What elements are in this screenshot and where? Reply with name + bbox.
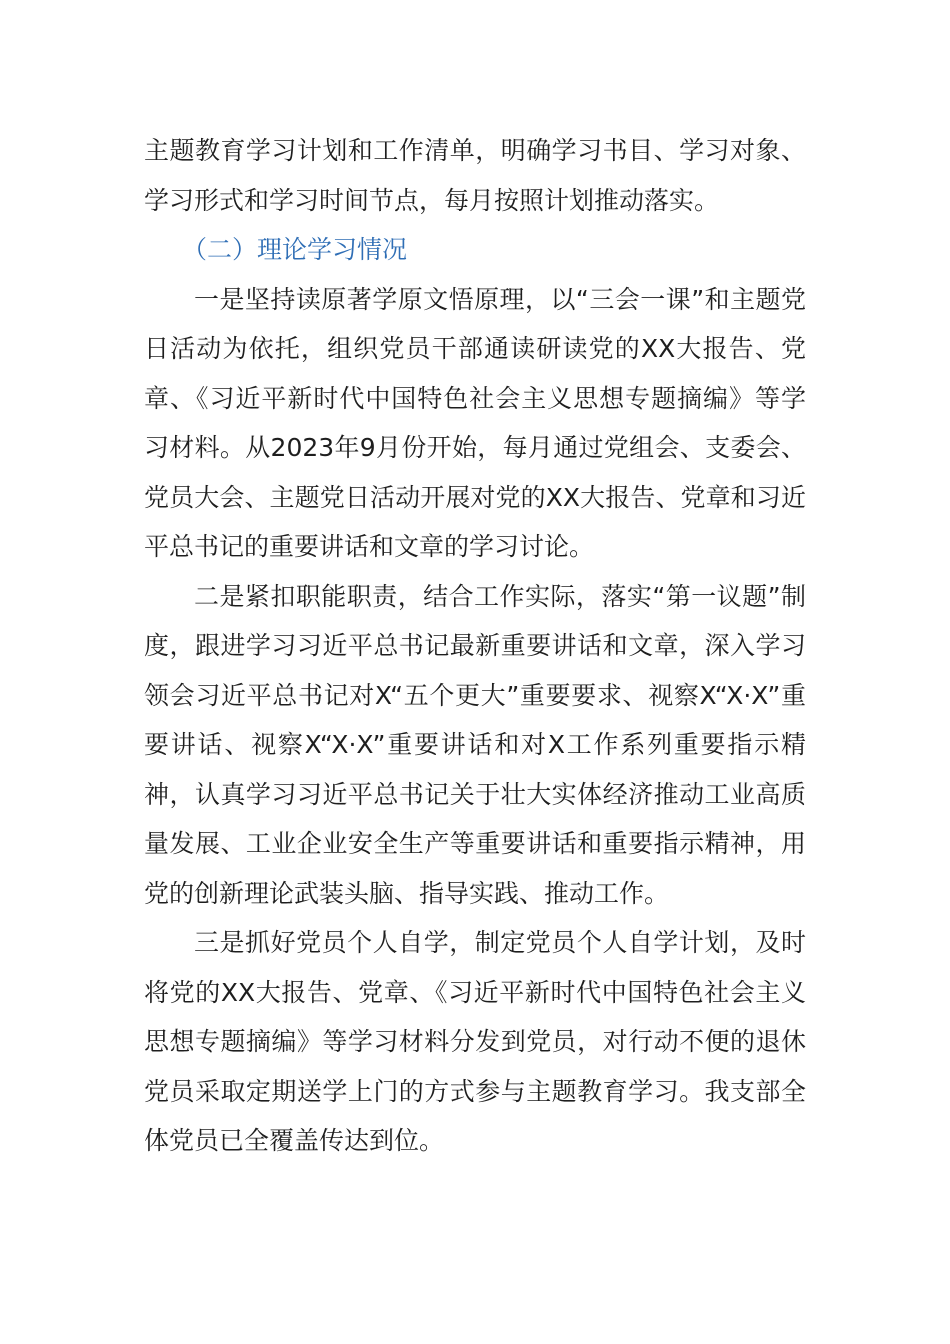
paragraph-first-point: 一是坚持读原著学原文悟原理，以“三会一课”和主题党日活动为依托，组织党员干部通读研读党的XX大报告、党章、《习近平新时代中国特色社会主义思想专题摘编》等学习材料。从2023年9月份开始，每月通过党组会、支委会、党员大会、主题党日活动开展对党的XX大报告、党章和习近平总书记的重要讲话和文章的学习讨论。 — [144, 284, 806, 561]
paragraph-second-point: 二是紧扣职能职责，结合工作实际，落实“第一议题”制度，跟进学习习近平总书记最新重要讲话和文章，深入学习领会习近平总书记对X“五个更大”重要要求、视察X“X·X”重要讲话、视察X“X·X”重要讲话和对X工作系列重要指示精神，认真学习习近平总书记关于壮大实体经济推动工业高质量发展、工业企业安全生产等重要讲话和重要指示精神，用党的创新理论武装头脑、指导实践、推动工作。 — [144, 581, 806, 908]
document-body — [144, 126, 806, 1166]
paragraph-third-point: 三是抓好党员个人自学，制定党员个人自学计划，及时将党的XX大报告、党章、《习近平新时代中国特色社会主义思想专题摘编》等学习材料分发到党员，对行动不便的退休党员采取定期送学上门的方式参与主题教育学习。我支部全体党员已全覆盖传达到位。 — [144, 928, 806, 1155]
paragraph-continued: 主题教育学习计划和工作清单，明确学习书目、学习对象、学习形式和学习时间节点，每月按照计划推动落实。 — [144, 136, 806, 215]
section-heading: （二）理论学习情况 — [182, 235, 408, 264]
